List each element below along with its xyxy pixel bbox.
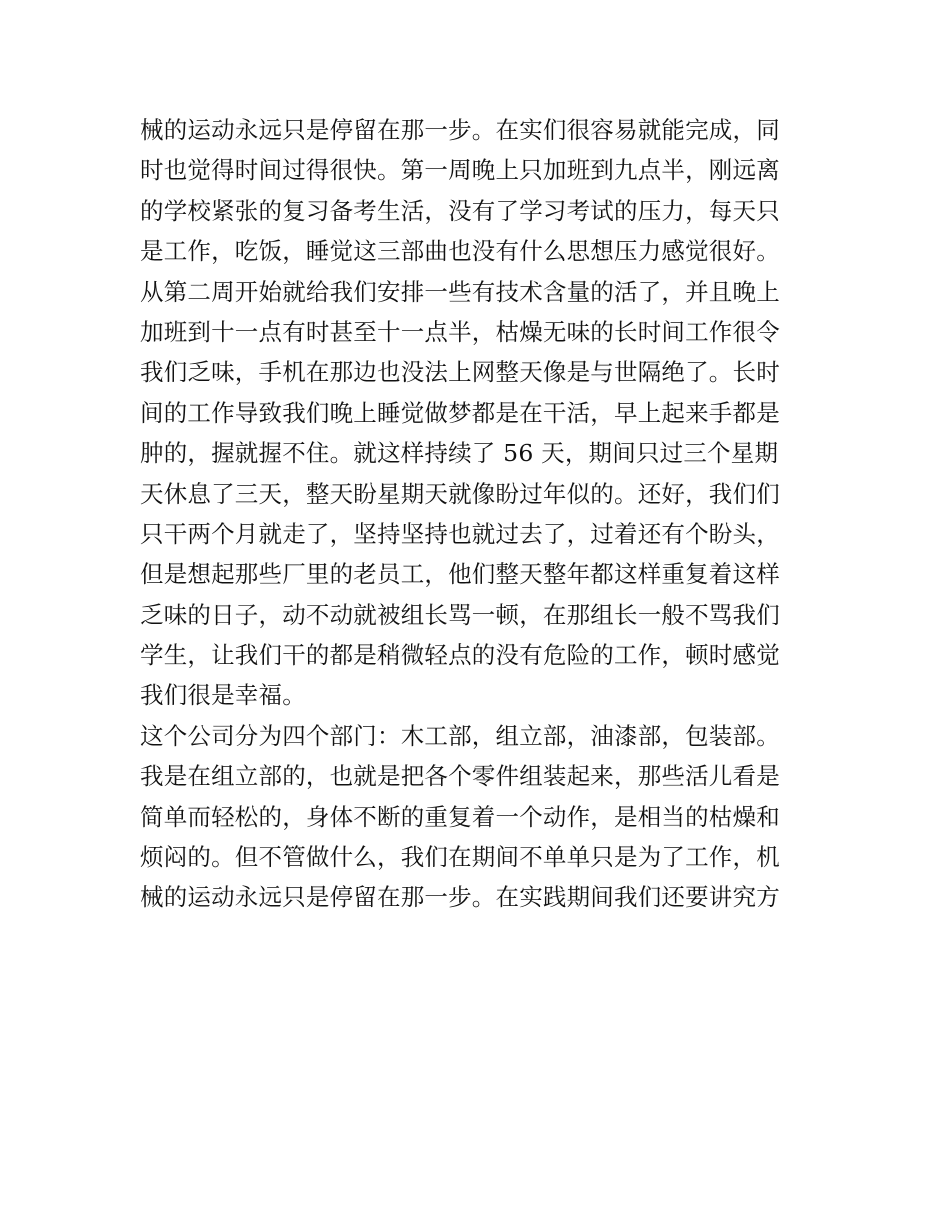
text-line: 时也觉得时间过得很快。第一周晚上只加班到九点半，刚远离 (140, 156, 780, 185)
text-line: 我们很是幸福。 (140, 681, 306, 710)
text-line: 从第二周开始就给我们安排一些有技术含量的活了，并且晚上 (140, 277, 780, 306)
text-line: 但是想起那些厂里的老员工，他们整天整年都这样重复着这样 (140, 560, 780, 589)
text-line: 的学校紧张的复习备考生活，没有了学习考试的压力，每天只 (140, 196, 780, 225)
text-line: 简单而轻松的，身体不断的重复着一个动作，是相当的枯燥和 (140, 802, 780, 831)
text-line: 是工作，吃饭，睡觉这三部曲也没有什么思想压力感觉很好。 (140, 237, 780, 266)
text-line: 加班到十一点有时甚至十一点半，枯燥无味的长时间工作很令 (140, 317, 780, 346)
text-line: 间的工作导致我们晚上睡觉做梦都是在干活，早上起来手都是 (140, 398, 780, 427)
text-line: 肿的，握就握不住。就这样持续了 56 天，期间只过三个星期 (140, 439, 779, 468)
text-line: 天休息了三天，整天盼星期天就像盼过年似的。还好，我们们 (140, 479, 780, 508)
text-line: 械的运动永远只是停留在那一步。在实践期间我们还要讲究方 (140, 883, 780, 912)
text-line: 烦闷的。但不管做什么，我们在期间不单单只是为了工作，机 (140, 843, 780, 872)
body-text (140, 110, 820, 918)
text-line: 乏味的日子，动不动就被组长骂一顿，在那组长一般不骂我们 (140, 600, 780, 629)
text-line: 我们乏味，手机在那边也没法上网整天像是与世隔绝了。长时 (140, 358, 780, 387)
text-line: 学生，让我们干的都是稍微轻点的没有危险的工作，顿时感觉 (140, 641, 780, 670)
text-line: 只干两个月就走了，坚持坚持也就过去了，过着还有个盼头， (140, 519, 780, 548)
text-line: 我是在组立部的，也就是把各个零件组装起来，那些活儿看是 (140, 762, 780, 791)
text-line: 这个公司分为四个部门：木工部，组立部，油漆部，包装部。 (140, 721, 780, 750)
text-line: 械的运动永远只是停留在那一步。在实们很容易就能完成，同 (140, 116, 780, 144)
